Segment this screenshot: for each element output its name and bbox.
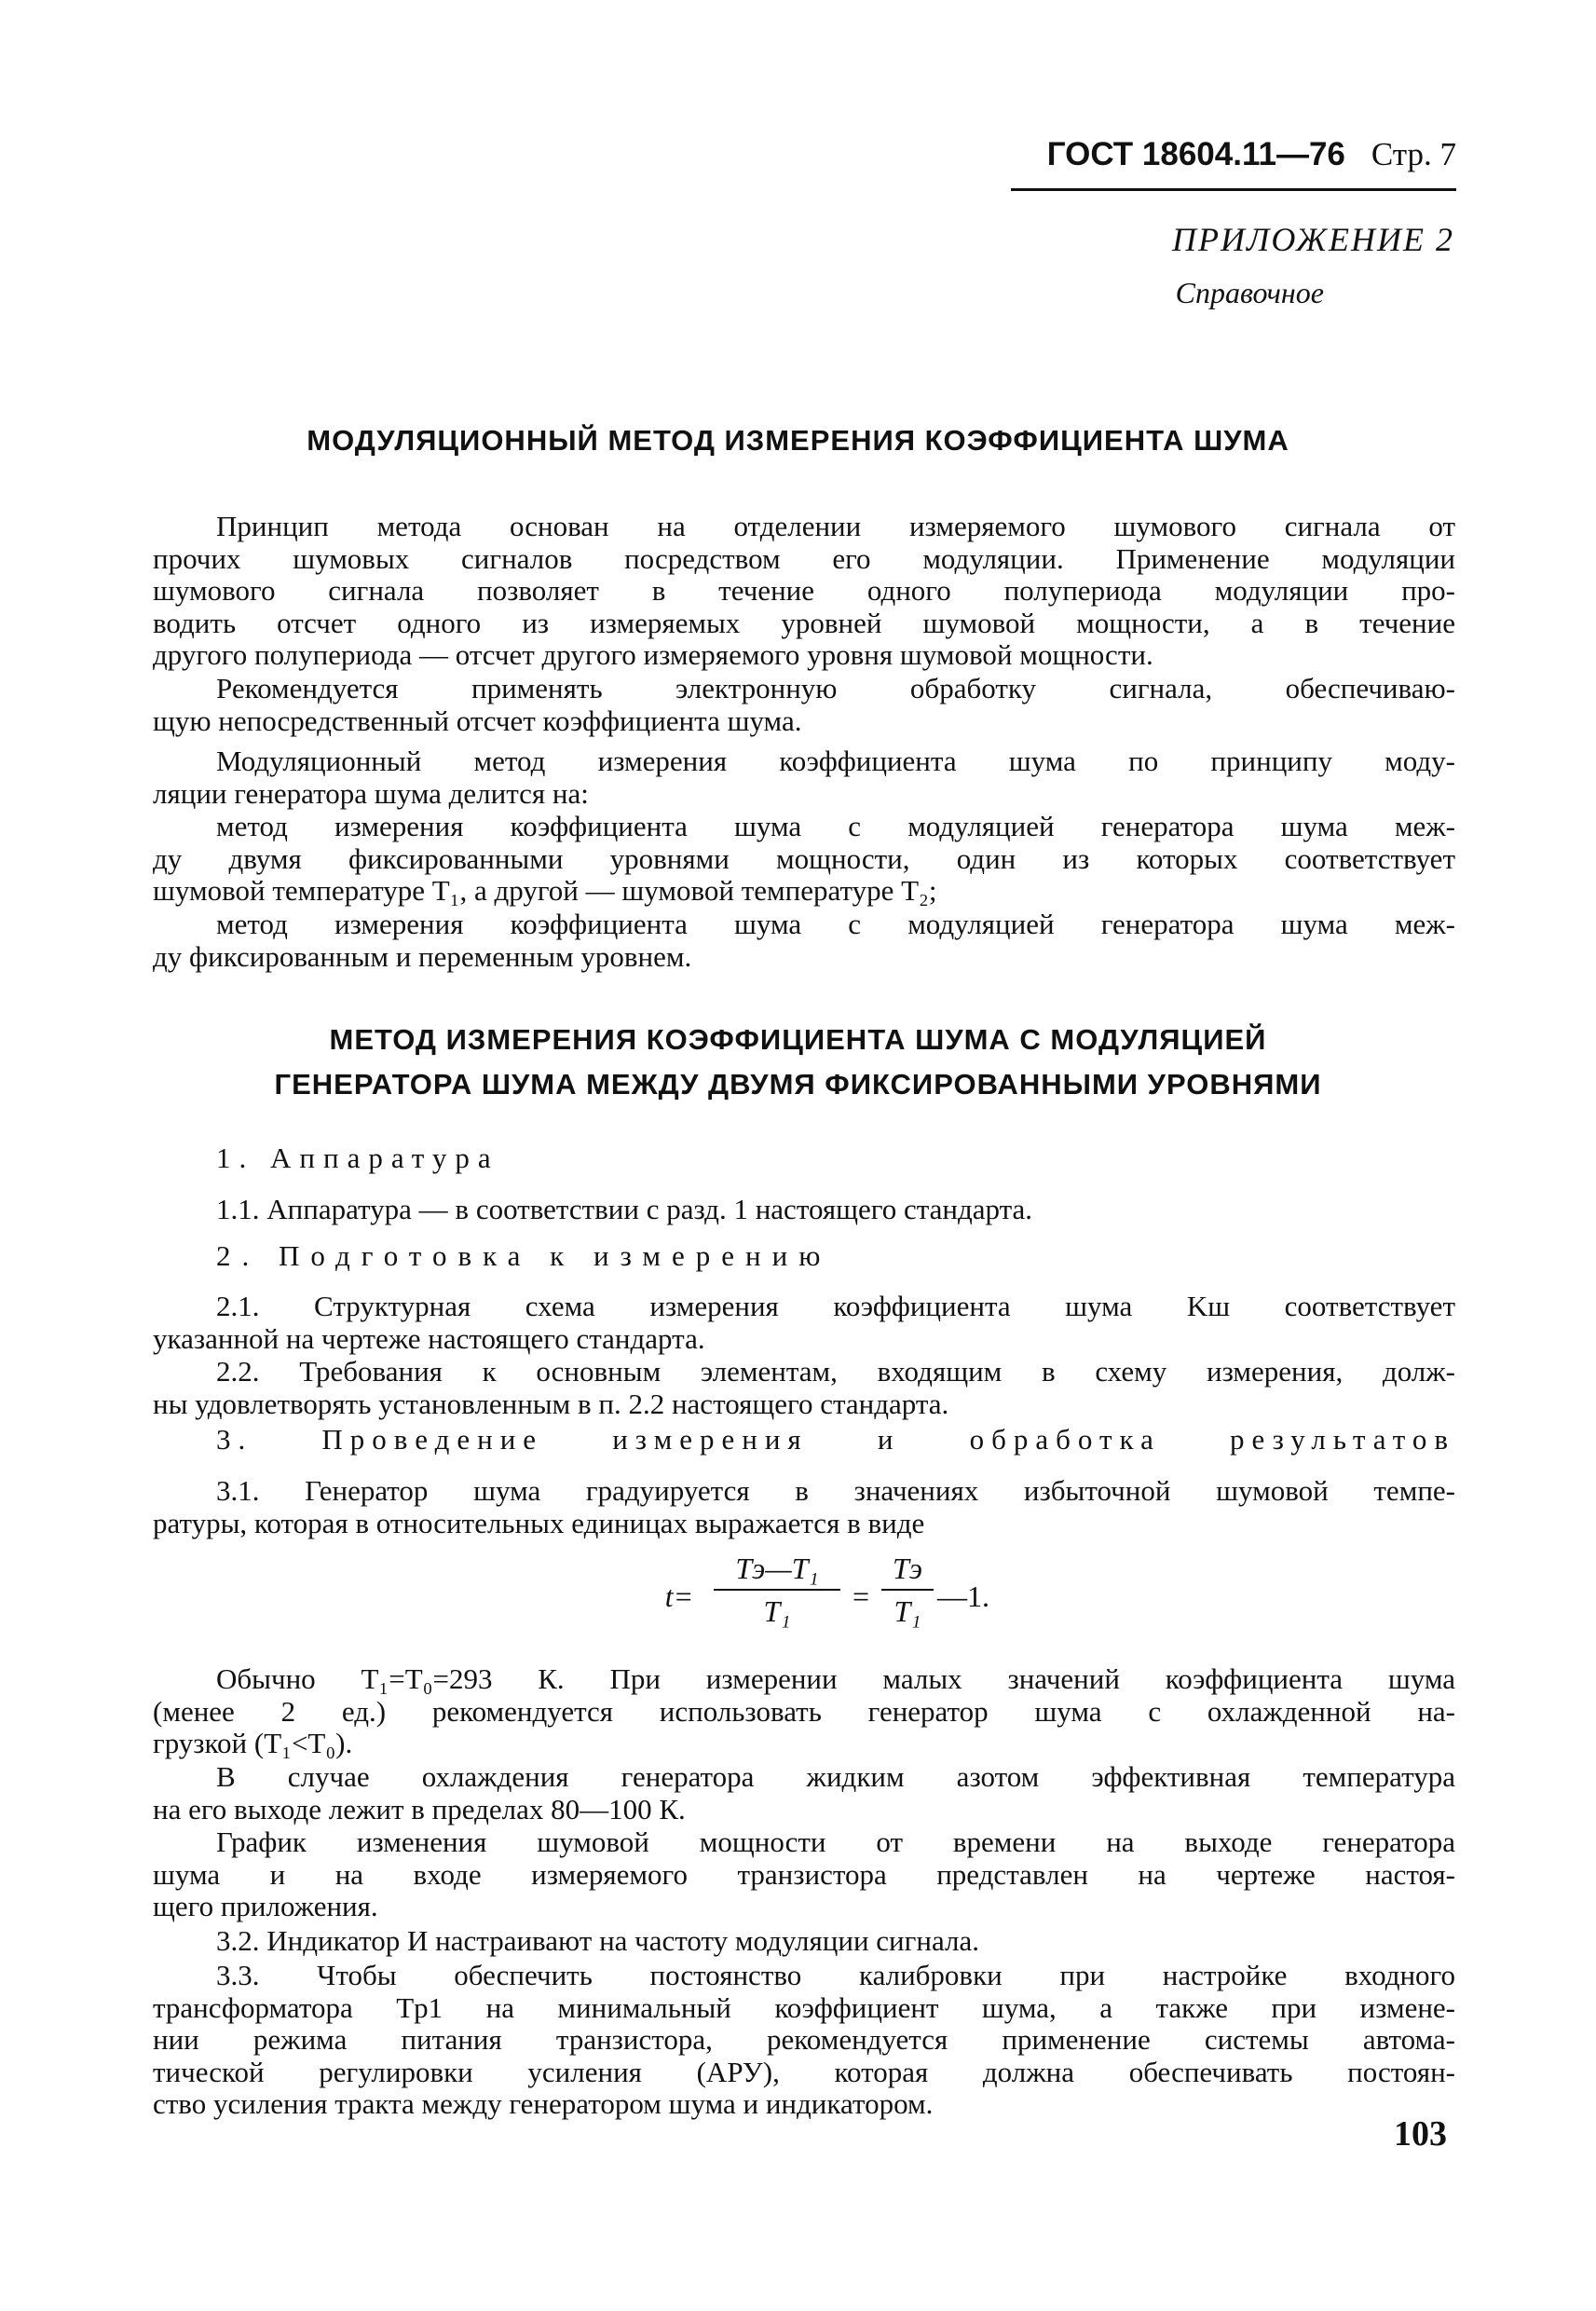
text-line: тической регулировки усиления (АРУ), которая должна обеспечивать постоян- [153,2055,1455,2088]
text-line: 2.2. Требования к основным элементам, входящим в схему измерения, долж- [216,1355,1455,1388]
section-2-2 [153,1356,1455,1420]
text-line: 3.3. Чтобы обеспечить постоянство калибровки при настройке входного [216,1959,1455,1991]
section-3-3 [153,1960,1455,2121]
standard-number: ГОСТ 18604.11—76 [1046,136,1345,172]
formula-lhs: t= [664,1579,694,1613]
appendix-title: ПРИЛОЖЕНИЕ 2 [1172,221,1454,258]
page-number: 103 [1394,2114,1447,2154]
fraction-bar [881,1589,934,1591]
text-line: ство усиления тракта между генератором шума и индикатором. [153,2087,934,2120]
intro-paragraph-5 [153,909,1455,973]
text-line: метод измерения коэффициента шума с модуляцией генератора шума меж- [216,908,1455,940]
text-line: трансформатора Tp1 на минимальный коэффициент шума, а также при измене- [153,1990,1455,2024]
formula-equals: = [852,1579,870,1613]
section-3-title-block [153,1424,1455,1456]
formula [647,1552,1038,1654]
text-line: другого полупериода — отсчет другого измеряемого уровня шумовой мощности. [153,638,1153,671]
text-line: прочих шумовых сигналов посредством его модуляции. Применение модуляции [153,541,1455,575]
text-line: щего приложения. [153,1890,378,1922]
section-2-title: 2. Подготовка к измерению [216,1239,832,1272]
formula-numerator-2: Tэ [893,1552,922,1585]
page-header [1011,130,1456,191]
text-line: указанной на чертеже настоящего стандарта. [153,1321,705,1355]
section-heading-2-line-2: ГЕНЕРАТОРА ШУМА МЕЖДУ ДВУМЯ ФИКСИРОВАННЫМИ УРОВНЯМИ [274,1068,1322,1101]
text-line: ны удовлетворять установленным в п. 2.2 настоящего стандарта. [153,1387,949,1420]
header-text [1047,136,1456,173]
text-line: 2.1. Структурная схема измерения коэффициента шума Kш соответствует [216,1290,1455,1322]
text-line: Принцип метода основан на отделении измеряемого шумового сигнала от [216,510,1455,542]
text-line: метод измерения коэффициента шума с модуляцией генератора шума меж- [216,810,1455,842]
section-3-2 [153,1925,1455,1958]
text-line: на его выходе лежит в пределах 80—100 К. [153,1792,686,1826]
intro-paragraph-1 [153,511,1455,672]
text-line: шума и на входе измеряемого транзистора представлен на чертеже настоя- [153,1857,1455,1891]
text-line: шумового сигнала позволяет в течение одного полупериода модуляции про- [153,574,1455,607]
formula-denominator-1: T₁ [763,1594,791,1628]
fraction-bar [714,1589,840,1591]
paragraph-cooling [153,1761,1455,1826]
intro-paragraph-3 [153,745,1455,810]
formula-numerator-1: Tэ—T₁ [735,1552,819,1585]
text-line: шумовой температуре T₁, а другой — шумовой температуре T₂; [153,874,937,907]
text-line: ду фиксированным и переменным уровнем. [153,939,692,973]
section-1-1: 1.1. Аппаратура — в соответствии с разд. 1 настоящего стандарта. [216,1193,1033,1225]
text-line: 3.2. Индикатор И настраивают на частоту модуляции сигнала. [216,1924,979,1957]
intro-paragraph-4 [153,811,1455,908]
text-line: 3.1. Генератор шума градуируется в значениях избыточной шумовой темпе- [216,1474,1455,1507]
section-2-1 [153,1291,1455,1355]
text-line: нии режима питания транзистора, рекомендуется применение системы автома- [153,2023,1455,2056]
formula-tail: —1. [937,1579,989,1613]
section-3-title: 3. Проведение измерения и обработка результатов [216,1423,1455,1456]
appendix-kind: Справочное [1175,276,1324,309]
section-3-1 [153,1475,1455,1539]
text-line: Рекомендуется применять электронную обработку сигнала, обеспечиваю- [216,672,1455,704]
section-1-title: 1. Аппаратура [216,1142,499,1174]
paragraph-graph [153,1826,1455,1923]
section-heading-1: МОДУЛЯЦИОННЫЙ МЕТОД ИЗМЕРЕНИЯ КОЭФФИЦИЕНТА ШУМА [307,424,1289,457]
text-line: (менее 2 ед.) рекомендуется использовать генератор шума с охлажденной на- [153,1694,1455,1728]
text-line: График изменения шумовой мощности от времени на выходе генератора [216,1826,1455,1858]
text-line: грузкой (T₁<T₀). [153,1727,353,1759]
formula-denominator-2: T₁ [893,1594,921,1628]
text-line: ду двумя фиксированными уровнями мощности, один из которых соответствует [153,841,1455,875]
text-line: Модуляционный метод измерения коэффициента шума по принципу моду- [216,745,1455,777]
page-label: Стр. 7 [1371,136,1456,172]
intro-paragraph-2 [153,673,1455,737]
text-line: щую непосредственный отсчет коэффициента шума. [153,704,802,737]
section-heading-2-line-1: МЕТОД ИЗМЕРЕНИЯ КОЭФФИЦИЕНТА ШУМА С МОДУЛЯЦИЕЙ [329,1023,1267,1056]
paragraph-typical-values [153,1663,1455,1760]
text-line: Обычно T₁=T₀=293 К. При измерении малых значений коэффициента шума [216,1662,1455,1695]
text-line: водить отсчет одного из измеряемых уровней шумовой мощности, а в течение [153,606,1455,639]
text-line: В случае охлаждения генератора жидким азотом эффективная температура [216,1760,1455,1793]
text-line: ляции генератора шума делится на: [153,776,589,810]
text-line: ратуры, которая в относительных единицах выражается в виде [153,1506,925,1539]
